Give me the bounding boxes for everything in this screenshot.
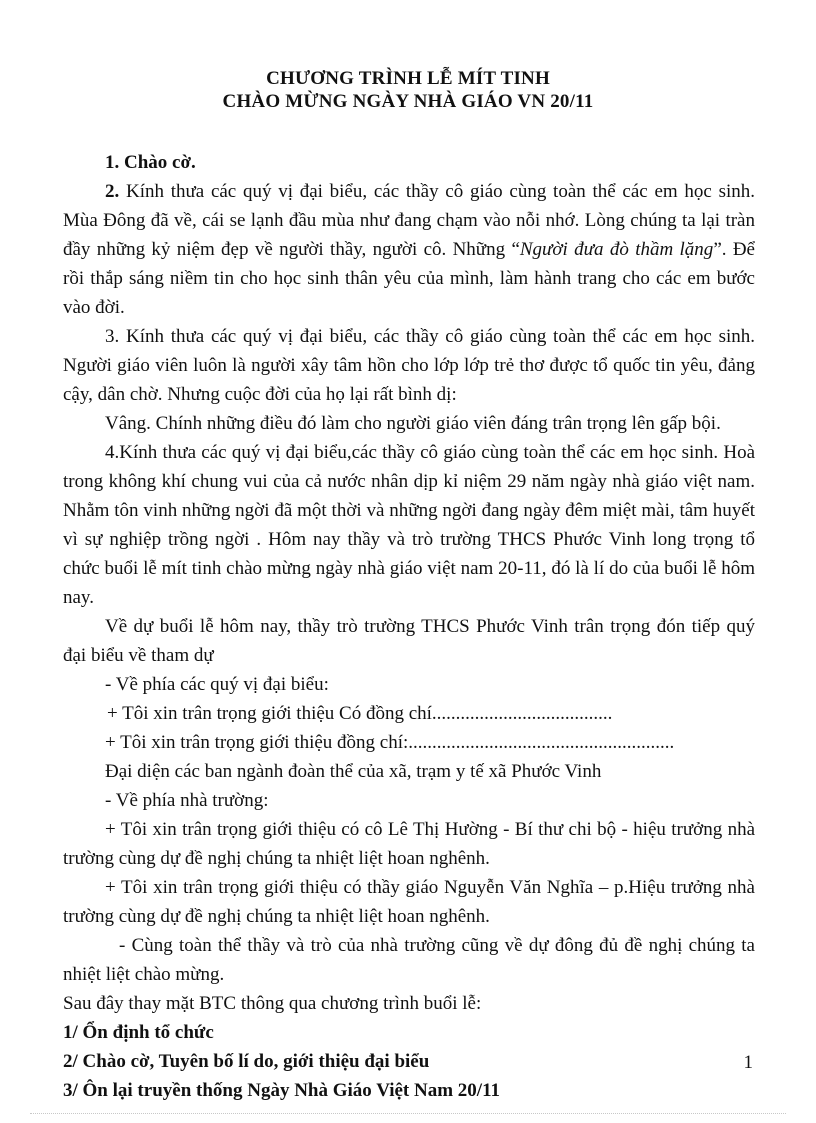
paragraph-7: - Về phía các quý vị đại biểu:: [105, 674, 329, 695]
paragraph-4: Vâng. Chính những điều đó làm cho người giáo viên đáng trân trọng lên gấp bội.: [105, 413, 721, 434]
program-item-3: 3/ Ôn lại truyền thống Ngày Nhà Giáo Việt Nam 20/11: [63, 1080, 501, 1101]
paragraph-2-text-b: ”. Để rồi thắp sáng niềm tin cho học sinh thân yêu của mình, làm hành trang cho các em bước vào đời.: [63, 239, 755, 318]
paragraph-9: + Tôi xin trân trọng giới thiệu đồng chí:........................................................: [105, 732, 675, 753]
paragraph-8: + Tôi xin trân trọng giới thiệu Có đồng chí......................................: [107, 703, 613, 724]
paragraph-13: + Tôi xin trân trọng giới thiệu có thầy giáo Nguyễn Văn Nghĩa – p.Hiệu trưởng nhà trường cùng dự đề nghị chúng ta nhiệt liệt hoan nghênh.: [63, 877, 755, 927]
program-item-2: 2/ Chào cờ, Tuyên bố lí do, giới thiệu đại biểu: [63, 1051, 430, 1072]
paragraph-2-number: 2.: [105, 181, 120, 202]
paragraph-12: + Tôi xin trân trọng giới thiệu có cô Lê Thị Hường - Bí thư chi bộ - hiệu trưởng nhà trường cùng dự đề nghị chúng ta nhiệt liệt hoan nghênh.: [63, 819, 755, 869]
program-item-1: 1/ Ổn định tổ chức: [63, 1022, 214, 1043]
paragraph-2: [63, 177, 755, 322]
page-bottom-border: [30, 1113, 786, 1114]
title-line-1: CHƯƠNG TRÌNH LỄ MÍT TINH: [266, 68, 550, 89]
paragraph-10: Đại diện các ban ngành đoàn thể của xã, trạm y tế xã Phước Vinh: [105, 761, 602, 782]
paragraph-3: 3. Kính thưa các quý vị đại biểu, các thầy cô giáo cùng toàn thể các em học sinh. Người giáo viên luôn là người xây tâm hồn cho lớp lớp trẻ thơ được tổ quốc tin yêu, đảng cậy, dân chờ. Nhưng cuộc đời của họ lại rất bình dị:: [63, 326, 755, 405]
paragraph-2-italic: Người đưa đò thầm lặng: [519, 239, 714, 260]
page-number: 1: [743, 1052, 753, 1073]
paragraph-11: - Về phía nhà trường:: [105, 790, 269, 811]
document-body: [63, 148, 755, 1105]
paragraph-2-text-a: Kính thưa các quý vị đại biểu, các thầy cô giáo cùng toàn thể các em học sinh. Mùa Đông đã về, cái se lạnh đầu mùa như đang chạm vào nỗi nhớ. Lòng chúng ta lại tràn đầy những kỷ niệm đẹp về người thầy, người cô. Những “: [63, 181, 755, 260]
paragraph-5: 4.Kính thưa các quý vị đại biểu,các thầy cô giáo cùng toàn thể các em học sinh. Hoà trong không khí chung vui của cả nước nhân dịp kỉ niệm 29 năm ngày nhà giáo việt nam. Nhằm tôn vinh những ngời đã một thời và những ngời đang ngày đêm miệt mài, tâm huyết vì sự nghiệp trồng ngời . Hôm nay thầy và trò trường THCS Phước Vinh long trọng tổ chức buổi lễ mít tinh chào mừng ngày nhà giáo việt nam 20-11, đó là lí do của buổi lễ hôm nay.: [63, 442, 755, 608]
paragraph-1: 1. Chào cờ.: [105, 152, 196, 173]
paragraph-14: - Cùng toàn thể thầy và trò của nhà trường cũng về dự đông đủ đề nghị chúng ta nhiệt liệt chào mừng.: [63, 935, 755, 985]
paragraph-6: Về dự buổi lễ hôm nay, thầy trò trường THCS Phước Vinh trân trọng đón tiếp quý đại biểu về tham dự: [63, 616, 755, 666]
paragraph-15: Sau đây thay mặt BTC thông qua chương trình buổi lễ:: [63, 993, 482, 1014]
title-line-2: CHÀO MỪNG NGÀY NHÀ GIÁO VN 20/11: [222, 91, 594, 112]
